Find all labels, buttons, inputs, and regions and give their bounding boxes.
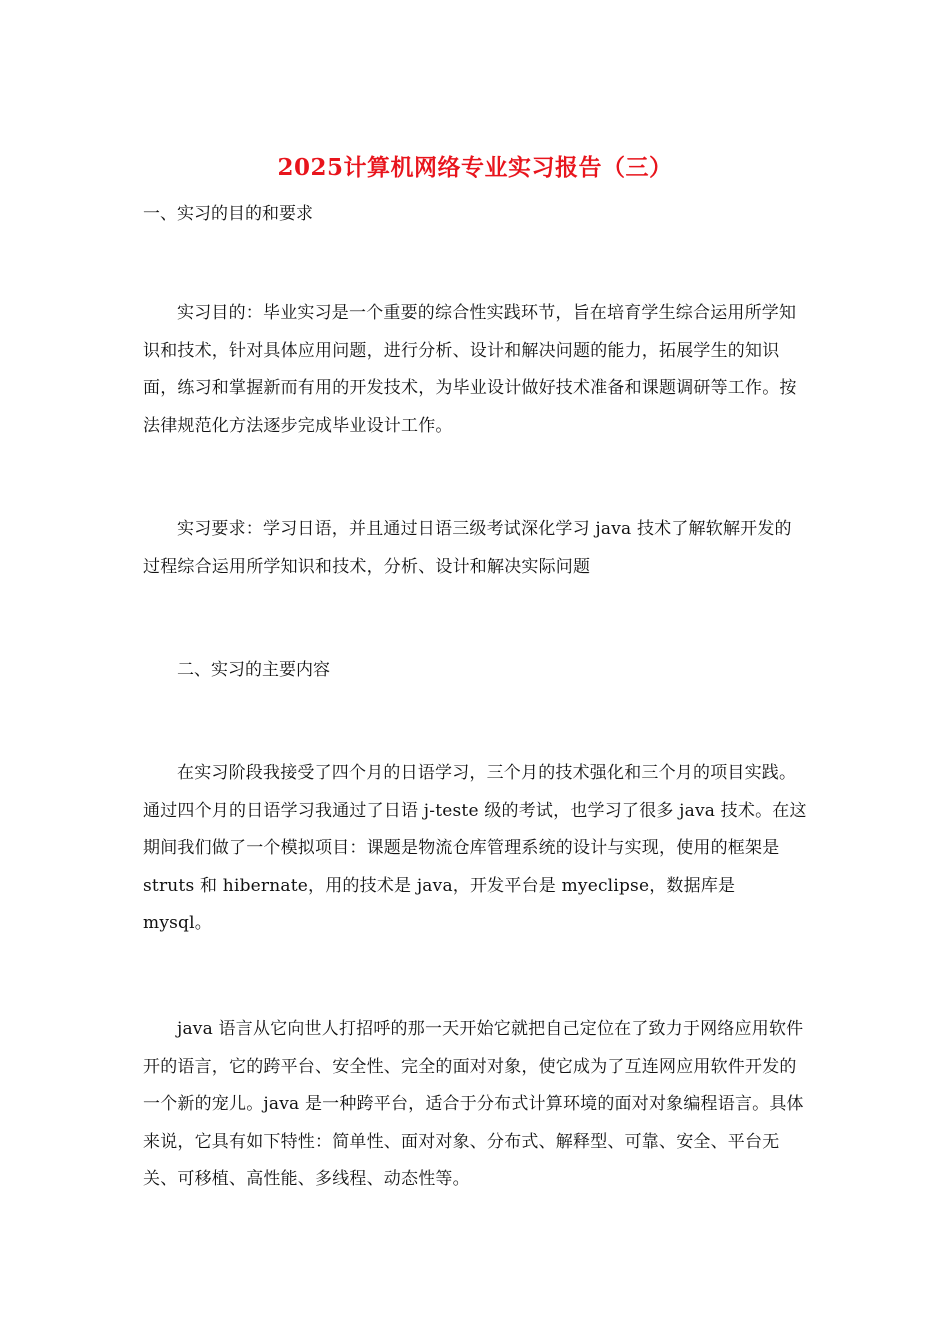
paragraph-internship-content: 在实习阶段我接受了四个月的日语学习，三个月的技术强化和三个月的项目实践。通过四个月的日语学习我通过了日语 j-teste 级的考试，也学习了很多 java 技术。在这期间我们做了一个模拟项目：课题是物流仓库管理系统的设计与实现，使用的框架是 struts 和 hibernate，用的技术是 java，开发平台是 myeclipse，数据库是 mysql。 (143, 763, 807, 934)
section-heading-content: 二、实习的主要内容 (177, 660, 330, 680)
section-heading-purpose: 一、实习的目的和要求 (143, 204, 313, 224)
paragraph-requirements: 实习要求：学习日语，并且通过日语三级考试深化学习 java 技术了解软解开发的过程综合运用所学知识和技术，分析、设计和解决实际问题 (143, 519, 792, 577)
paragraph-java-description: java 语言从它向世人打招呼的那一天开始它就把自己定位在了致力于网络应用软件开的语言，它的跨平台、安全性、完全的面对对象，使它成为了互连网应用软件开发的一个新的宠儿。java 是一种跨平台，适合于分布式计算环境的面对对象编程语言。具体来说，它具有如下特性：简单性、面对对象、分布式、解释型、可靠、安全、平台无关、可移植、高性能、多线程、动态性等。 (143, 1019, 804, 1190)
document-title: 2025计算机网络专业实习报告（三） (277, 154, 673, 181)
paragraph-purpose: 实习目的：毕业实习是一个重要的综合性实践环节，旨在培育学生综合运用所学知识和技术，针对具体应用问题，进行分析、设计和解决问题的能力，拓展学生的知识面，练习和掌握新而有用的开发技术，为毕业设计做好技术准备和课题调研等工作。按法律规范化方法逐步完成毕业设计工作。 (143, 303, 797, 436)
